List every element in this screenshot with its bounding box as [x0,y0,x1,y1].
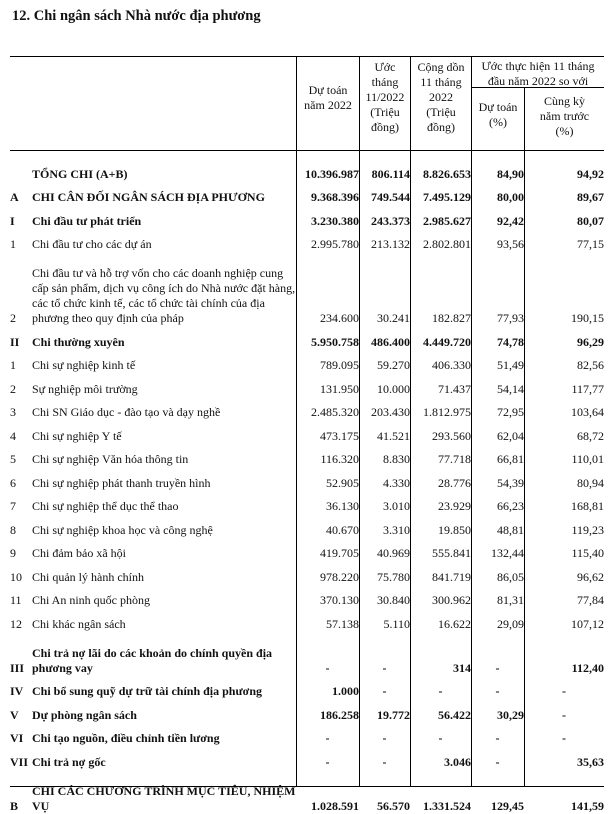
table-row [10,746,604,770]
table-row [10,770,604,814]
month-estimate-cell: 19.772 [377,707,410,722]
table-row [10,491,604,515]
row-name: Chi khác ngân sách [32,616,126,631]
row-name: CHI CÂN ĐỐI NGÂN SÁCH ĐỊA PHƯƠNG [32,190,265,204]
estimate-cell: 978.220 [320,569,359,584]
month-estimate-cell: - [382,754,387,769]
cumulative-cell: - [438,731,443,745]
row-name: Chi sự nghiệp Văn hóa thông tin [32,452,189,466]
percent-previous-cell: 89,67 [577,190,604,204]
cumulative-cell: 2.802.801 [423,237,471,251]
row-name: Chi đầu tư phát triển [32,213,142,228]
row-code: IV [10,684,24,698]
percent-estimate-cell: - [495,731,500,745]
row-name: TỔNG CHI (A+B) [32,166,128,181]
percent-previous-cell: 115,40 [571,546,604,560]
month-estimate-cell: 3.310 [383,522,410,537]
percent-estimate-cell: 77,93 [497,311,524,325]
month-estimate-cell: 243.373 [371,213,410,228]
month-estimate-cell: 806.114 [371,166,410,181]
percent-estimate-cell: 93,56 [497,237,524,251]
row-code: III [10,660,25,675]
month-estimate-cell: 30.241 [377,311,410,325]
cumulative-cell: 1.812.975 [423,405,471,419]
row-code: 10 [10,569,22,584]
percent-previous-cell: 190,15 [571,311,604,325]
row-code: I [10,213,15,228]
percent-previous-cell: - [562,707,566,722]
percent-previous-cell: 112,40 [571,660,604,675]
row-name: Chi đầu tư cho các dự án [32,237,152,251]
table-row [10,252,604,326]
row-code: 7 [10,499,16,513]
percent-estimate-cell: 66,81 [497,452,524,466]
percent-previous-cell: 117,77 [571,381,604,396]
row-name: Chi SN Giáo dục - đào tạo và dạy nghề [32,405,221,419]
row-code: VII [10,754,29,769]
estimate-cell: 1.000 [332,684,359,698]
percent-previous-cell: 96,62 [577,569,604,584]
header-bottom-rule [10,150,604,151]
month-estimate-cell: 56.570 [377,798,410,813]
cumulative-cell: 841.719 [432,569,471,584]
percent-estimate-cell: 129,45 [491,798,524,813]
cumulative-cell: 3.046 [444,754,471,769]
table-row [10,420,604,444]
month-estimate-cell: 59.270 [377,358,410,372]
row-name: Chi sự nghiệp phát thanh truyền hình [32,475,211,490]
row-name: Chi trả nợ gốc [32,754,106,769]
cumulative-cell: 182.827 [432,311,471,325]
table-row [10,561,604,585]
table-top-rule [10,56,604,57]
percent-estimate-cell: 132,44 [491,546,524,560]
percent-previous-cell: 94,92 [577,166,604,181]
month-estimate-cell: 41.521 [377,428,410,443]
percent-estimate-cell: 48,81 [497,522,524,537]
percent-estimate-cell: 80,00 [497,190,524,204]
table-row [10,444,604,468]
percent-previous-cell: 35,63 [577,754,604,769]
table-row [10,326,604,350]
percent-estimate-cell: 51,49 [497,358,524,372]
percent-previous-cell: 103,64 [571,405,604,419]
table-row [10,182,604,206]
cumulative-cell: 2.985.627 [423,213,471,228]
month-estimate-cell: 486.400 [371,334,410,349]
row-code: VI [10,731,24,745]
percent-estimate-cell: 92,42 [497,213,524,228]
estimate-cell: 234.600 [320,311,359,325]
header-estimate: Dự toán năm 2022 [304,83,352,112]
percent-estimate-cell: 81,31 [497,593,524,607]
cumulative-cell: 23.929 [438,499,471,513]
month-estimate-cell: - [382,731,387,745]
table-row [10,723,604,747]
percent-previous-cell: 168,81 [571,499,604,513]
estimate-cell: - [325,754,330,769]
percent-previous-cell: 96,29 [577,334,604,349]
percent-previous-cell: 141,59 [571,798,604,813]
month-estimate-cell: 10.000 [377,381,410,396]
percent-estimate-cell: 86,05 [497,569,524,584]
percent-estimate-cell: 62,04 [497,428,524,443]
cumulative-cell: 7.495.129 [423,190,471,204]
percent-estimate-cell: - [495,684,500,698]
table-row [10,632,604,676]
percent-previous-cell: - [562,731,566,745]
estimate-cell: 5.950.758 [311,334,359,349]
header-month-estimate: Ước tháng 11/2022 (Triệu đồng) [365,60,405,134]
percent-previous-cell: 82,56 [577,358,604,372]
row-name: Chi bổ sung quỹ dự trữ tài chính địa phương [32,684,262,698]
month-estimate-cell: 4.330 [383,475,410,490]
cumulative-cell: 555.841 [432,546,471,560]
percent-estimate-cell: - [495,660,500,675]
estimate-cell: 116.320 [320,452,359,466]
row-name: Chi An ninh quốc phòng [32,593,151,607]
row-name: Chi thường xuyên [32,334,125,349]
estimate-cell: - [325,731,330,745]
estimate-cell: 131.950 [320,381,359,396]
row-code: 1 [10,358,16,372]
table-row [10,158,604,182]
estimate-cell: 40.670 [326,522,359,537]
estimate-cell: 419.705 [320,546,359,560]
estimate-cell: - [325,660,330,675]
percent-estimate-cell: 29,09 [497,616,524,631]
cumulative-cell: 19.850 [438,522,471,537]
row-code: 12 [10,616,22,631]
row-code: 8 [10,522,16,537]
table-row [10,699,604,723]
percent-previous-cell: 68,72 [577,428,604,443]
percent-estimate-cell: 74,78 [497,334,524,349]
estimate-cell: 52.905 [326,475,359,490]
cumulative-cell: 300.962 [432,593,471,607]
percent-previous-cell: 80,07 [577,213,604,228]
estimate-cell: 473.175 [320,428,359,443]
cumulative-cell: 314 [453,660,471,675]
row-name: Dự phòng ngân sách [32,707,137,722]
percent-previous-cell: 110,01 [571,452,604,466]
percent-previous-cell: 77,84 [577,593,604,607]
row-code: 11 [10,593,22,607]
row-code: 2 [10,311,16,325]
month-estimate-cell: 3.010 [383,499,410,513]
estimate-cell: 186.258 [320,707,359,722]
row-name: Chi tạo nguồn, điều chỉnh tiền lương [32,731,220,745]
cumulative-cell: 8.826.653 [423,166,471,181]
percent-estimate-cell: 66,23 [497,499,524,513]
table-row [10,676,604,700]
estimate-cell: 2.995.780 [311,237,359,251]
table-row [10,397,604,421]
row-code: 6 [10,475,16,490]
row-code: II [10,334,20,349]
percent-previous-cell: 77,15 [577,237,604,251]
month-estimate-cell: 40.969 [377,546,410,560]
header-cumulative: Cộng dồn 11 tháng 2022 (Triệu đồng) [417,60,465,134]
cumulative-cell: 71.437 [438,381,471,396]
percent-estimate-cell: 30,29 [497,707,524,722]
cumulative-cell: 28.776 [438,475,471,490]
estimate-cell: 10.396.987 [305,166,359,181]
percent-estimate-cell: 54,39 [497,475,524,490]
table-row [10,205,604,229]
percent-previous-cell: 80,94 [577,475,604,490]
table-row [10,585,604,609]
month-estimate-cell: 749.544 [371,190,410,204]
percent-previous-cell: 107,12 [571,616,604,631]
cumulative-cell: 56.422 [438,707,471,722]
header-vs-previous: Cùng kỳ năm trước (%) [539,94,590,138]
percent-estimate-cell: 84,90 [497,166,524,181]
row-name: Chi đầu tư và hỗ trợ vốn cho các doanh nghiệp cung cấp sản phẩm, dịch vụ công ích do Nhà nước đặt hàng, các tổ chức kinh tế, các tổ chức tài chính của địa phương theo quy định của pháp [32,266,296,325]
table-row [10,467,604,491]
header-vs-estimate: Dự toán (%) [478,100,518,129]
row-name: Chi quản lý hành chính [32,569,144,584]
table-row [10,229,604,253]
row-code: 9 [10,546,16,560]
percent-estimate-cell: - [495,754,500,769]
estimate-cell: 9.368.396 [311,190,359,204]
month-estimate-cell: 30.840 [377,593,410,607]
row-code [10,158,32,182]
row-name: Chi sự nghiệp Y tế [32,428,122,443]
table-row [10,514,604,538]
budget-table [10,158,604,814]
row-name: Sự nghiệp môi trường [32,381,138,396]
estimate-cell: 370.130 [320,593,359,607]
estimate-cell: 57.138 [326,616,359,631]
row-code: A [10,190,19,204]
row-name: CHI CÁC CHƯƠNG TRÌNH MỤC TIÊU, NHIỆM VỤ [32,783,296,813]
month-estimate-cell: 213.132 [371,237,410,251]
row-code: 2 [10,381,16,396]
month-estimate-cell: - [382,684,387,698]
estimate-cell: 1.028.591 [311,798,359,813]
month-estimate-cell: 5.110 [383,616,410,631]
percent-previous-cell: 119,23 [571,522,604,537]
table-row [10,608,604,632]
month-estimate-cell: 8.830 [383,452,410,466]
row-code: 5 [10,452,16,466]
cumulative-cell: 77.718 [438,452,471,466]
table-row [10,373,604,397]
cumulative-cell: - [438,684,443,698]
table-row [10,350,604,374]
row-code: 4 [10,428,16,443]
estimate-cell: 2.485.320 [311,405,359,419]
row-name: Chi sự nghiệp khoa học và công nghệ [32,522,213,537]
table-row [10,538,604,562]
page-title: 12. Chi ngân sách Nhà nước địa phương [12,8,261,24]
row-code: 3 [10,405,16,419]
cumulative-cell: 406.330 [432,358,471,372]
row-code: V [10,707,19,722]
percent-previous-cell: - [562,684,566,698]
month-estimate-cell: - [382,660,387,675]
month-estimate-cell: 203.430 [371,405,410,419]
estimate-cell: 789.095 [320,358,359,372]
percent-estimate-cell: 72,95 [497,405,524,419]
row-name: Chi sự nghiệp kinh tế [32,358,136,372]
row-name: Chi sự nghiệp thể dục thể thao [32,499,179,513]
estimate-cell: 3.230.380 [311,213,359,228]
row-code: 1 [10,237,16,251]
percent-estimate-cell: 54,14 [497,381,524,396]
month-estimate-cell: 75.780 [377,569,410,584]
cumulative-cell: 4.449.720 [423,334,471,349]
header-group: Ước thực hiện 11 tháng đầu năm 2022 so với [481,59,595,88]
row-name: Chi trả nợ lãi do các khoản do chính quyền địa phương vay [32,645,273,675]
cumulative-cell: 1.331.524 [423,798,471,813]
cumulative-cell: 16.622 [438,616,471,631]
cumulative-cell: 293.560 [432,428,471,443]
estimate-cell: 36.130 [326,499,359,513]
row-code: B [10,798,19,813]
row-name: Chi đảm bảo xã hội [32,546,126,560]
